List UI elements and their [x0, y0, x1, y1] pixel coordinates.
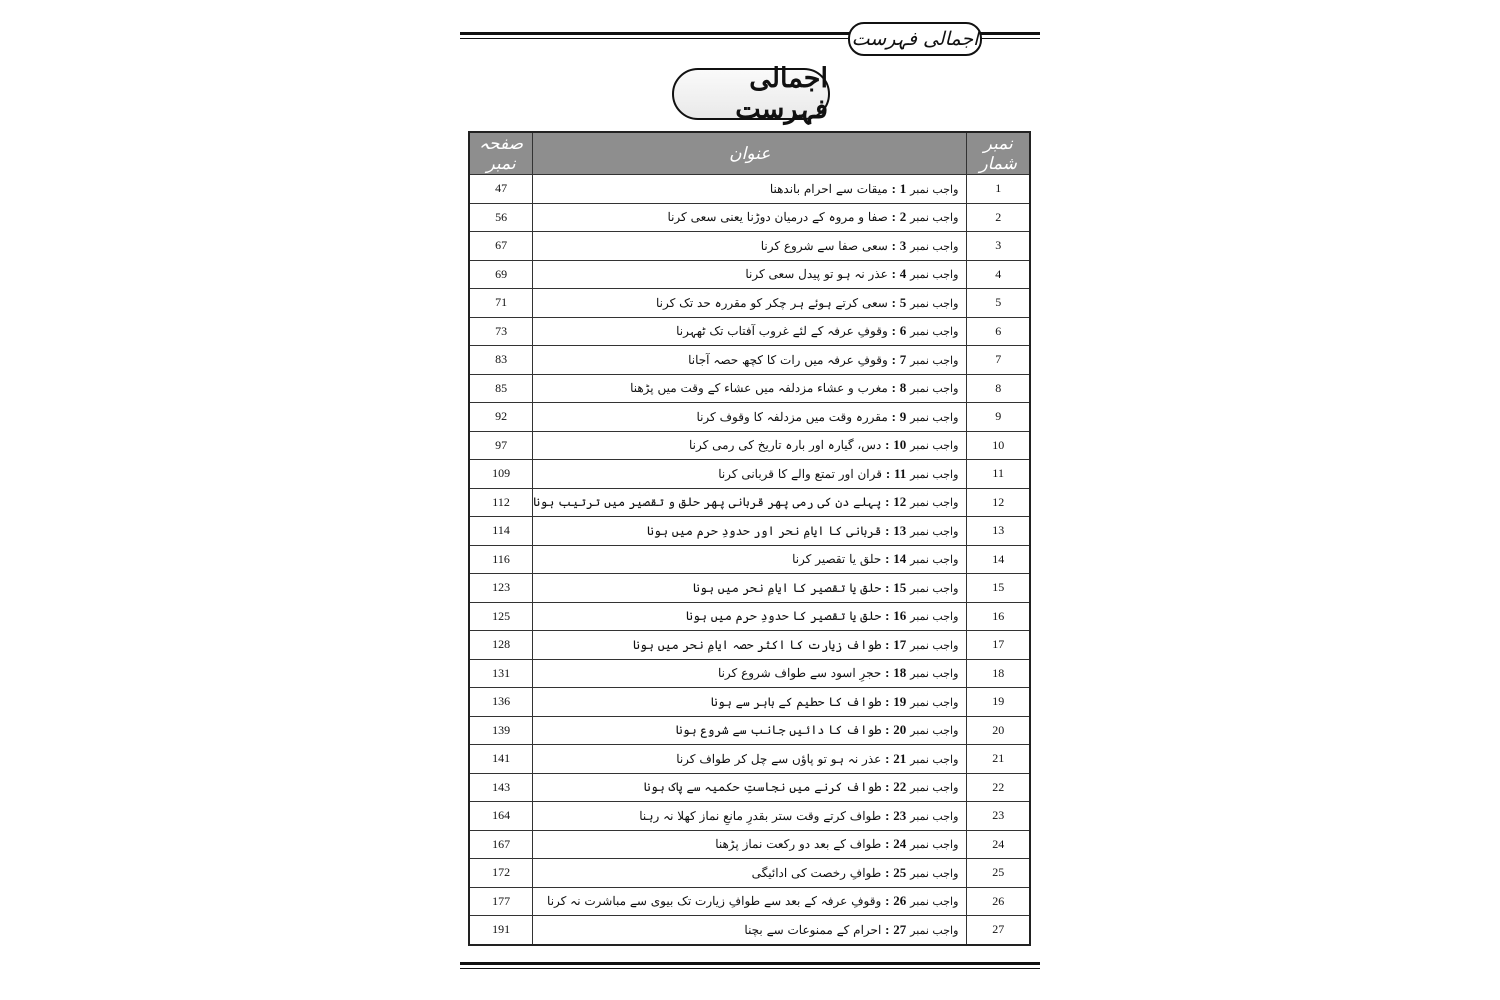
serial-number: 17 — [967, 631, 1030, 660]
entry-text: حجرِ اسود سے طواف شروع کرنا — [717, 666, 882, 681]
entry-text: دس، گیارہ اور بارہ تاریخ کی رمی کرنا — [689, 438, 882, 453]
page-number: 131 — [469, 659, 533, 688]
entry-prefix: واجب نمبر — [910, 610, 959, 624]
serial-number: 3 — [967, 232, 1030, 261]
entry-text: قربانی کا ایامِ نحر اور حدودِ حرم میں ہونا — [646, 523, 882, 538]
serial-number: 2 — [967, 203, 1030, 232]
entry-prefix: واجب نمبر — [910, 410, 959, 424]
page-number: 71 — [469, 289, 533, 318]
entry-number: 8 — [899, 380, 907, 396]
entry-prefix: واجب نمبر — [910, 296, 959, 310]
entry-prefix: واجب نمبر — [910, 353, 959, 367]
entry-prefix: واجب نمبر — [910, 496, 959, 510]
entry-number: 6 — [899, 323, 907, 339]
table-header-row — [469, 132, 1030, 175]
entry-prefix: واجب نمبر — [910, 553, 959, 567]
entry-separator: : — [891, 408, 896, 424]
entry-text: مقررہ وقت میں مزدلفہ کا وقوف کرنا — [696, 409, 888, 424]
table-row — [469, 773, 1030, 802]
entry-separator: : — [885, 551, 890, 567]
page-number: 47 — [469, 175, 533, 204]
footer-rule — [460, 962, 1040, 968]
entry-title — [533, 260, 967, 289]
serial-number: 5 — [967, 289, 1030, 318]
entry-prefix: واجب نمبر — [910, 895, 959, 909]
table-row — [469, 488, 1030, 517]
entry-title — [533, 545, 967, 574]
entry-prefix: واجب نمبر — [910, 695, 959, 709]
column-header-serial: نمبر شمار — [967, 132, 1030, 175]
page-number: 56 — [469, 203, 533, 232]
entry-text: عذر نہ ہو تو پیدل سعی کرنا — [745, 267, 888, 282]
page-number: 85 — [469, 374, 533, 403]
entry-title — [533, 403, 967, 432]
entry-prefix: واجب نمبر — [910, 182, 959, 196]
entry-title — [533, 716, 967, 745]
entry-separator: : — [885, 437, 890, 453]
entry-text: قران اور تمتع والے کا قربانی کرنا — [718, 466, 882, 481]
serial-number: 16 — [967, 602, 1030, 631]
serial-number: 11 — [967, 460, 1030, 489]
page-number: 123 — [469, 574, 533, 603]
entry-number: 17 — [893, 636, 907, 652]
entry-title — [533, 659, 967, 688]
entry-text: طواف کا دائیں جانب سے شروع ہونا — [675, 723, 882, 738]
table-row — [469, 203, 1030, 232]
running-header — [460, 22, 1040, 54]
document-page — [460, 0, 1040, 1000]
entry-title — [533, 859, 967, 888]
entry-prefix: واجب نمبر — [910, 325, 959, 339]
entry-prefix: واجب نمبر — [910, 923, 959, 937]
serial-number: 18 — [967, 659, 1030, 688]
table-row — [469, 545, 1030, 574]
table-row — [469, 260, 1030, 289]
entry-number: 16 — [893, 608, 907, 624]
entry-title — [533, 203, 967, 232]
serial-number: 21 — [967, 745, 1030, 774]
entry-prefix: واجب نمبر — [910, 638, 959, 652]
entry-separator: : — [885, 494, 890, 510]
entry-separator: : — [885, 722, 890, 738]
entry-separator: : — [885, 693, 890, 709]
serial-number: 22 — [967, 773, 1030, 802]
serial-number: 13 — [967, 517, 1030, 546]
entry-text: وقوفِ عرفہ میں رات کا کچھ حصہ آجانا — [688, 352, 888, 367]
entry-number: 4 — [899, 266, 907, 282]
page-number: 164 — [469, 802, 533, 831]
table-row — [469, 289, 1030, 318]
serial-number: 15 — [967, 574, 1030, 603]
column-header-page: صفحہ نمبر — [469, 132, 533, 175]
serial-number: 9 — [967, 403, 1030, 432]
entry-prefix: واجب نمبر — [910, 581, 959, 595]
entry-title — [533, 602, 967, 631]
table-row — [469, 916, 1030, 945]
contents-table — [468, 131, 1031, 946]
page-number: 67 — [469, 232, 533, 261]
entry-title — [533, 175, 967, 204]
entry-prefix: واجب نمبر — [910, 239, 959, 253]
table-row — [469, 374, 1030, 403]
entry-text: مغرب و عشاء مزدلفہ میں عشاء کے وقت میں پڑھنا — [630, 381, 888, 396]
entry-text: احرام کے ممنوعات سے بچنا — [744, 922, 882, 937]
entry-prefix: واجب نمبر — [910, 382, 959, 396]
table-row — [469, 317, 1030, 346]
entry-title — [533, 488, 967, 517]
page-number: 136 — [469, 688, 533, 717]
entry-number: 22 — [893, 779, 907, 795]
entry-separator: : — [885, 465, 891, 481]
entry-number: 1 — [899, 180, 907, 196]
entry-separator: : — [891, 294, 896, 310]
entry-text: طواف کرتے وقت ستر بقدرِ مانعِ نماز کھلا نہ رہنا — [639, 808, 882, 823]
entry-prefix: واجب نمبر — [910, 268, 959, 282]
entry-title — [533, 232, 967, 261]
entry-title — [533, 830, 967, 859]
entry-separator: : — [891, 237, 896, 253]
page-number: 143 — [469, 773, 533, 802]
page-number: 97 — [469, 431, 533, 460]
entry-number: 14 — [893, 551, 907, 567]
entry-text: حلق یا تقصیر کرنا — [792, 552, 882, 567]
table-row — [469, 175, 1030, 204]
entry-number: 20 — [893, 722, 907, 738]
entry-prefix: واجب نمبر — [910, 211, 959, 225]
page-number: 69 — [469, 260, 533, 289]
page-title: اجمالی فہرست — [672, 68, 830, 120]
page-number: 167 — [469, 830, 533, 859]
page-number: 73 — [469, 317, 533, 346]
entry-separator: : — [885, 665, 890, 681]
entry-text: طواف کے بعد دو رکعت نماز پڑھنا — [715, 837, 882, 852]
entry-prefix: واجب نمبر — [910, 724, 959, 738]
entry-title — [533, 887, 967, 916]
table-row — [469, 431, 1030, 460]
page-number: 92 — [469, 403, 533, 432]
entry-separator: : — [891, 180, 896, 196]
serial-number: 1 — [967, 175, 1030, 204]
table-row — [469, 346, 1030, 375]
entry-number: 21 — [893, 750, 907, 766]
entry-text: حلق یا تقصیر کا ایامِ نحر میں ہونا — [692, 580, 882, 595]
entry-separator: : — [885, 636, 890, 652]
table-row — [469, 859, 1030, 888]
entry-number: 9 — [899, 408, 907, 424]
entry-title — [533, 773, 967, 802]
entry-title — [533, 517, 967, 546]
serial-number: 23 — [967, 802, 1030, 831]
entry-separator: : — [891, 266, 896, 282]
entry-prefix: واجب نمبر — [910, 781, 959, 795]
entry-number: 18 — [893, 665, 907, 681]
page-number: 141 — [469, 745, 533, 774]
entry-separator: : — [891, 209, 896, 225]
table-row — [469, 460, 1030, 489]
entry-number: 12 — [893, 494, 907, 510]
entry-prefix: واجب نمبر — [910, 838, 959, 852]
entry-separator: : — [885, 750, 890, 766]
serial-number: 12 — [967, 488, 1030, 517]
column-header-subject: عنوان — [533, 132, 967, 175]
entry-text: سعی کرتے ہوئے ہر چکر کو مقررہ حد تک کرنا — [656, 295, 888, 310]
page-number: 139 — [469, 716, 533, 745]
entry-text: عذر نہ ہو تو پاؤں سے چل کر طواف کرنا — [676, 751, 882, 766]
table-row — [469, 574, 1030, 603]
entry-title — [533, 631, 967, 660]
entry-title — [533, 574, 967, 603]
entry-text: طواف کا حطیم کے باہر سے ہونا — [710, 694, 882, 709]
serial-number: 26 — [967, 887, 1030, 916]
entry-separator: : — [885, 836, 890, 852]
entry-separator: : — [885, 807, 890, 823]
serial-number: 25 — [967, 859, 1030, 888]
table-row — [469, 517, 1030, 546]
entry-title — [533, 374, 967, 403]
entry-number: 5 — [899, 294, 907, 310]
entry-title — [533, 916, 967, 945]
entry-text: حلق یا تقصیر کا حدودِ حرم میں ہونا — [685, 609, 882, 624]
page-number: 191 — [469, 916, 533, 945]
page-number: 112 — [469, 488, 533, 517]
page-number: 177 — [469, 887, 533, 916]
page-number: 109 — [469, 460, 533, 489]
entry-separator: : — [885, 779, 890, 795]
entry-text: طوافِ رخصت کی ادائیگی — [751, 865, 882, 880]
entry-title — [533, 346, 967, 375]
entry-number: 26 — [893, 893, 907, 909]
entry-text: سعی صفا سے شروع کرنا — [760, 238, 888, 253]
entry-title — [533, 688, 967, 717]
serial-number: 8 — [967, 374, 1030, 403]
entry-title — [533, 289, 967, 318]
entry-text: وقوفِ عرفہ کے بعد سے طوافِ زیارت تک بیوی سے مباشرت نہ کرنا — [547, 894, 882, 909]
entry-separator: : — [891, 380, 896, 396]
entry-prefix: واجب نمبر — [910, 866, 959, 880]
entry-separator: : — [891, 323, 896, 339]
table-row — [469, 716, 1030, 745]
serial-number: 7 — [967, 346, 1030, 375]
page-number: 83 — [469, 346, 533, 375]
entry-number: 10 — [893, 437, 907, 453]
table-row — [469, 688, 1030, 717]
table-row — [469, 659, 1030, 688]
page-number: 116 — [469, 545, 533, 574]
entry-separator: : — [885, 921, 890, 937]
entry-prefix: واجب نمبر — [910, 439, 959, 453]
entry-title — [533, 317, 967, 346]
serial-number: 27 — [967, 916, 1030, 945]
entry-number: 27 — [893, 921, 907, 937]
entry-separator: : — [885, 864, 890, 880]
entry-separator: : — [885, 579, 890, 595]
entry-text: طواف زیارت کا اکثر حصہ ایامِ نحر میں ہونا — [632, 637, 882, 652]
running-header-title: اجمالی فہرست — [848, 22, 982, 56]
serial-number: 10 — [967, 431, 1030, 460]
serial-number: 6 — [967, 317, 1030, 346]
entry-separator: : — [891, 351, 896, 367]
page-number: 128 — [469, 631, 533, 660]
table-row — [469, 631, 1030, 660]
page-number: 125 — [469, 602, 533, 631]
entry-text: طواف کرنے میں نجاستِ حکمیہ سے پاک ہونا — [643, 780, 882, 795]
entry-title — [533, 745, 967, 774]
entry-text: وقوفِ عرفہ کے لئے غروب آفتاب تک ٹھہرنا — [676, 324, 888, 339]
table-row — [469, 745, 1030, 774]
entry-number: 23 — [893, 807, 907, 823]
entry-title — [533, 460, 967, 489]
entry-number: 7 — [899, 351, 907, 367]
table-row — [469, 602, 1030, 631]
table-body — [469, 175, 1030, 945]
serial-number: 14 — [967, 545, 1030, 574]
entry-separator: : — [885, 893, 890, 909]
entry-text: پہلے دن کی رمی پھر قربانی پھر حلق و تقصیر میں ترتیب ہونا — [533, 495, 882, 510]
entry-prefix: واجب نمبر — [910, 667, 959, 681]
entry-number: 25 — [893, 864, 907, 880]
serial-number: 24 — [967, 830, 1030, 859]
entry-number: 3 — [899, 237, 907, 253]
table-row — [469, 232, 1030, 261]
entry-prefix: واجب نمبر — [910, 752, 959, 766]
entry-title — [533, 431, 967, 460]
table-row — [469, 830, 1030, 859]
serial-number: 20 — [967, 716, 1030, 745]
entry-number: 19 — [893, 693, 907, 709]
entry-prefix: واجب نمبر — [910, 467, 959, 481]
table-row — [469, 887, 1030, 916]
entry-number: 15 — [893, 579, 907, 595]
entry-number: 2 — [899, 209, 907, 225]
entry-separator: : — [885, 522, 890, 538]
serial-number: 4 — [967, 260, 1030, 289]
page-number: 114 — [469, 517, 533, 546]
table-row — [469, 403, 1030, 432]
page-number: 172 — [469, 859, 533, 888]
entry-prefix: واجب نمبر — [910, 809, 959, 823]
entry-number: 13 — [893, 522, 907, 538]
entry-number: 24 — [893, 836, 907, 852]
entry-number: 11 — [894, 465, 907, 481]
serial-number: 19 — [967, 688, 1030, 717]
entry-text: صفا و مروہ کے درمیان دوڑنا یعنی سعی کرنا — [667, 210, 888, 225]
entry-title — [533, 802, 967, 831]
entry-separator: : — [885, 608, 890, 624]
entry-text: میقات سے احرام باندھنا — [769, 181, 888, 196]
entry-prefix: واجب نمبر — [910, 524, 959, 538]
table-row — [469, 802, 1030, 831]
